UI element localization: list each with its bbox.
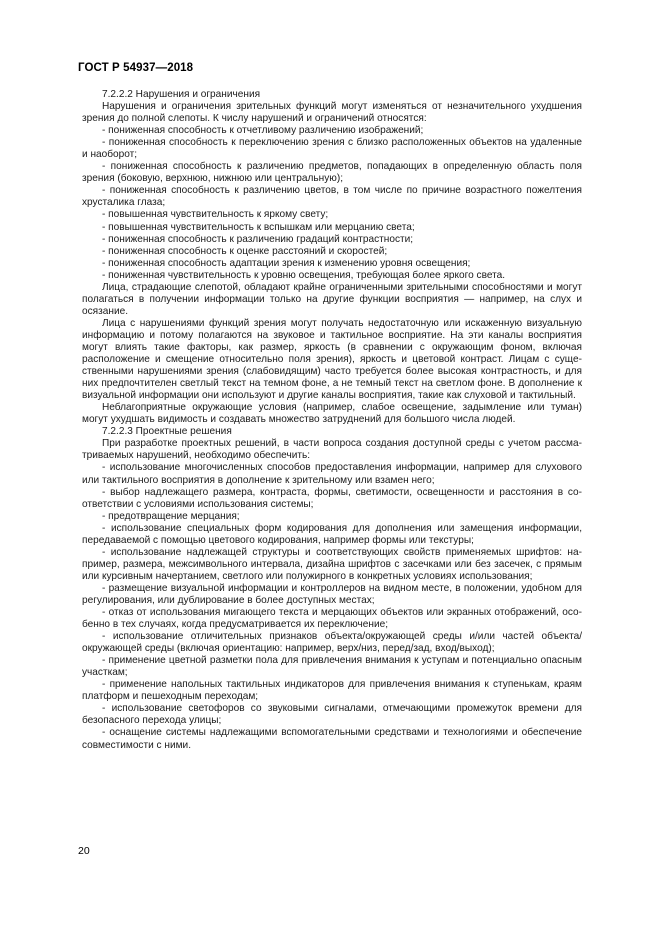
list-item: - размещение визуальной информации и контроллеров на видном месте, в положении, удобном для регулирования, или дублирование в более доступных местах; (82, 582, 582, 606)
list-item: - пониженная способность адаптации зрения к изменению уровня освещения; (102, 257, 471, 269)
list-item: - использование надлежащей структуры и соответствующих свойств применяемых шрифтов: например, размера, межсимвольного интервала, дизайна шрифтов с засечками или без засечек, с прямым или курсивным начертанием, светлого или полужирного в конкретных условиях использования; (82, 546, 582, 582)
page-number: 20 (78, 845, 90, 857)
list-item: - оснащение системы надлежащими вспомогательными средствами и технологиями и обеспечение совместимости с ними. (82, 727, 582, 751)
paragraph: Лица с нарушениями функций зрения могут получать недостаточную или искаженную визуальную информацию и потому полагаются на звуковое и тактильное восприятие. На эти каналы восприятия могут влиять такие факторы, как размер, яркость (в сравнении с окружающим фоном, включая расположение и смещение относительно поля зрения), яркость и цветовой контраст. Лицам с существенными нарушениями зрения (слабовидящим) часто требуется более высокая контрастность, и для них предпочтителен светлый текст на темном фоне, а не темный текст на светлом фоне. В дополнение к визуальной информации они используют и другие каналы восприятия, такие как слуховой и тактильный. (82, 317, 582, 402)
list-item: - использование многочисленных способов предоставления информации, например для слухового или тактильного восприятия в дополнение к зрительному или взамен него; (82, 462, 582, 486)
list-item: - пониженная чувствительность к уровню освещения, требующая более яркого света. (102, 269, 506, 281)
section-heading-7-2-2-2: 7.2.2.2 Нарушения и ограничения (102, 89, 261, 100)
list-item: - выбор надлежащего размера, контраста, формы, светимости, освещенности и расстояния в соответствии с условиями использования системы; (82, 486, 582, 510)
paragraph: Нарушения и ограничения зрительных функций могут изменяться от незначительного ухудшения зрения до полной слепоты. К числу нарушений и ограничений относятся: (82, 101, 582, 125)
list-item: - пониженная способность к различению предметов, попадающих в определенную область поля зрения (боковую, верхнюю, нижнюю или центральную); (82, 161, 582, 185)
section-heading-7-2-2-3: 7.2.2.3 Проектные решения (102, 426, 232, 438)
list-item: - применение цветной разметки пола для привлечения внимания к уступам и потенциально опасным участкам; (82, 655, 582, 679)
list-item: - пониженная способность к оценке расстояний и скоростей; (102, 245, 388, 257)
list-item: - использование отличительных признаков объекта/окружающей среды и/или частей объекта/ окружающей среды (включая ориентацию: например, верх/низ, перед/зад, вход/выход); (82, 631, 582, 655)
list-item: - пониженная способность к переключению зрения с близко расположенных объектов на удаленные и наоборот; (82, 137, 582, 161)
paragraph: Лица, страдающие слепотой, обладают крайне ограниченными зрительными способностями и могут полагаться в получении информации только на другие функции восприятия — например, на слух и осязание. (82, 281, 582, 317)
list-item: - повышенная чувствительность к яркому свету; (102, 209, 329, 221)
list-item: - пониженная способность к различению градаций контрастности; (102, 233, 414, 245)
list-item: - повышенная чувствительность к вспышкам или мерцанию света; (102, 221, 415, 233)
list-item: - предотвращение мерцания; (102, 510, 240, 522)
document-body (82, 89, 582, 752)
list-item: - использование светофоров со звуковыми сигналами, отмечающими промежуток времени для безопасного перехода улицы; (82, 703, 582, 727)
paragraph: Неблагоприятные окружающие условия (например, слабое освещение, задымление или туман) могут ухудшать видимость и создавать множество затруднений для большого числа людей. (82, 402, 582, 426)
list-item: - отказ от использования мигающего текста и мерцающих объектов или экранных отображений, особенно в тех случаях, когда предусматривается их переключение; (82, 607, 582, 631)
list-item: - пониженная способность к различению цветов, в том числе по причине возрастного пожелтения хрусталика глаза; (82, 185, 582, 209)
list-item: - пониженная способность к отчетливому различению изображений; (102, 125, 424, 137)
paragraph: При разработке проектных решений, в части вопроса создания доступной среды с учетом рассматриваемых нарушений, необходимо обеспечить: (82, 438, 582, 462)
list-item: - использование специальных форм кодирования для дополнения или замещения информации, передаваемой с помощью цветового кодирования, например формы или текстуры; (82, 522, 582, 546)
list-item: - применение напольных тактильных индикаторов для привлечения внимания к ступенькам, краям платформ и пешеходным переходам; (82, 679, 582, 703)
document-header: ГОСТ Р 54937—2018 (78, 62, 194, 74)
